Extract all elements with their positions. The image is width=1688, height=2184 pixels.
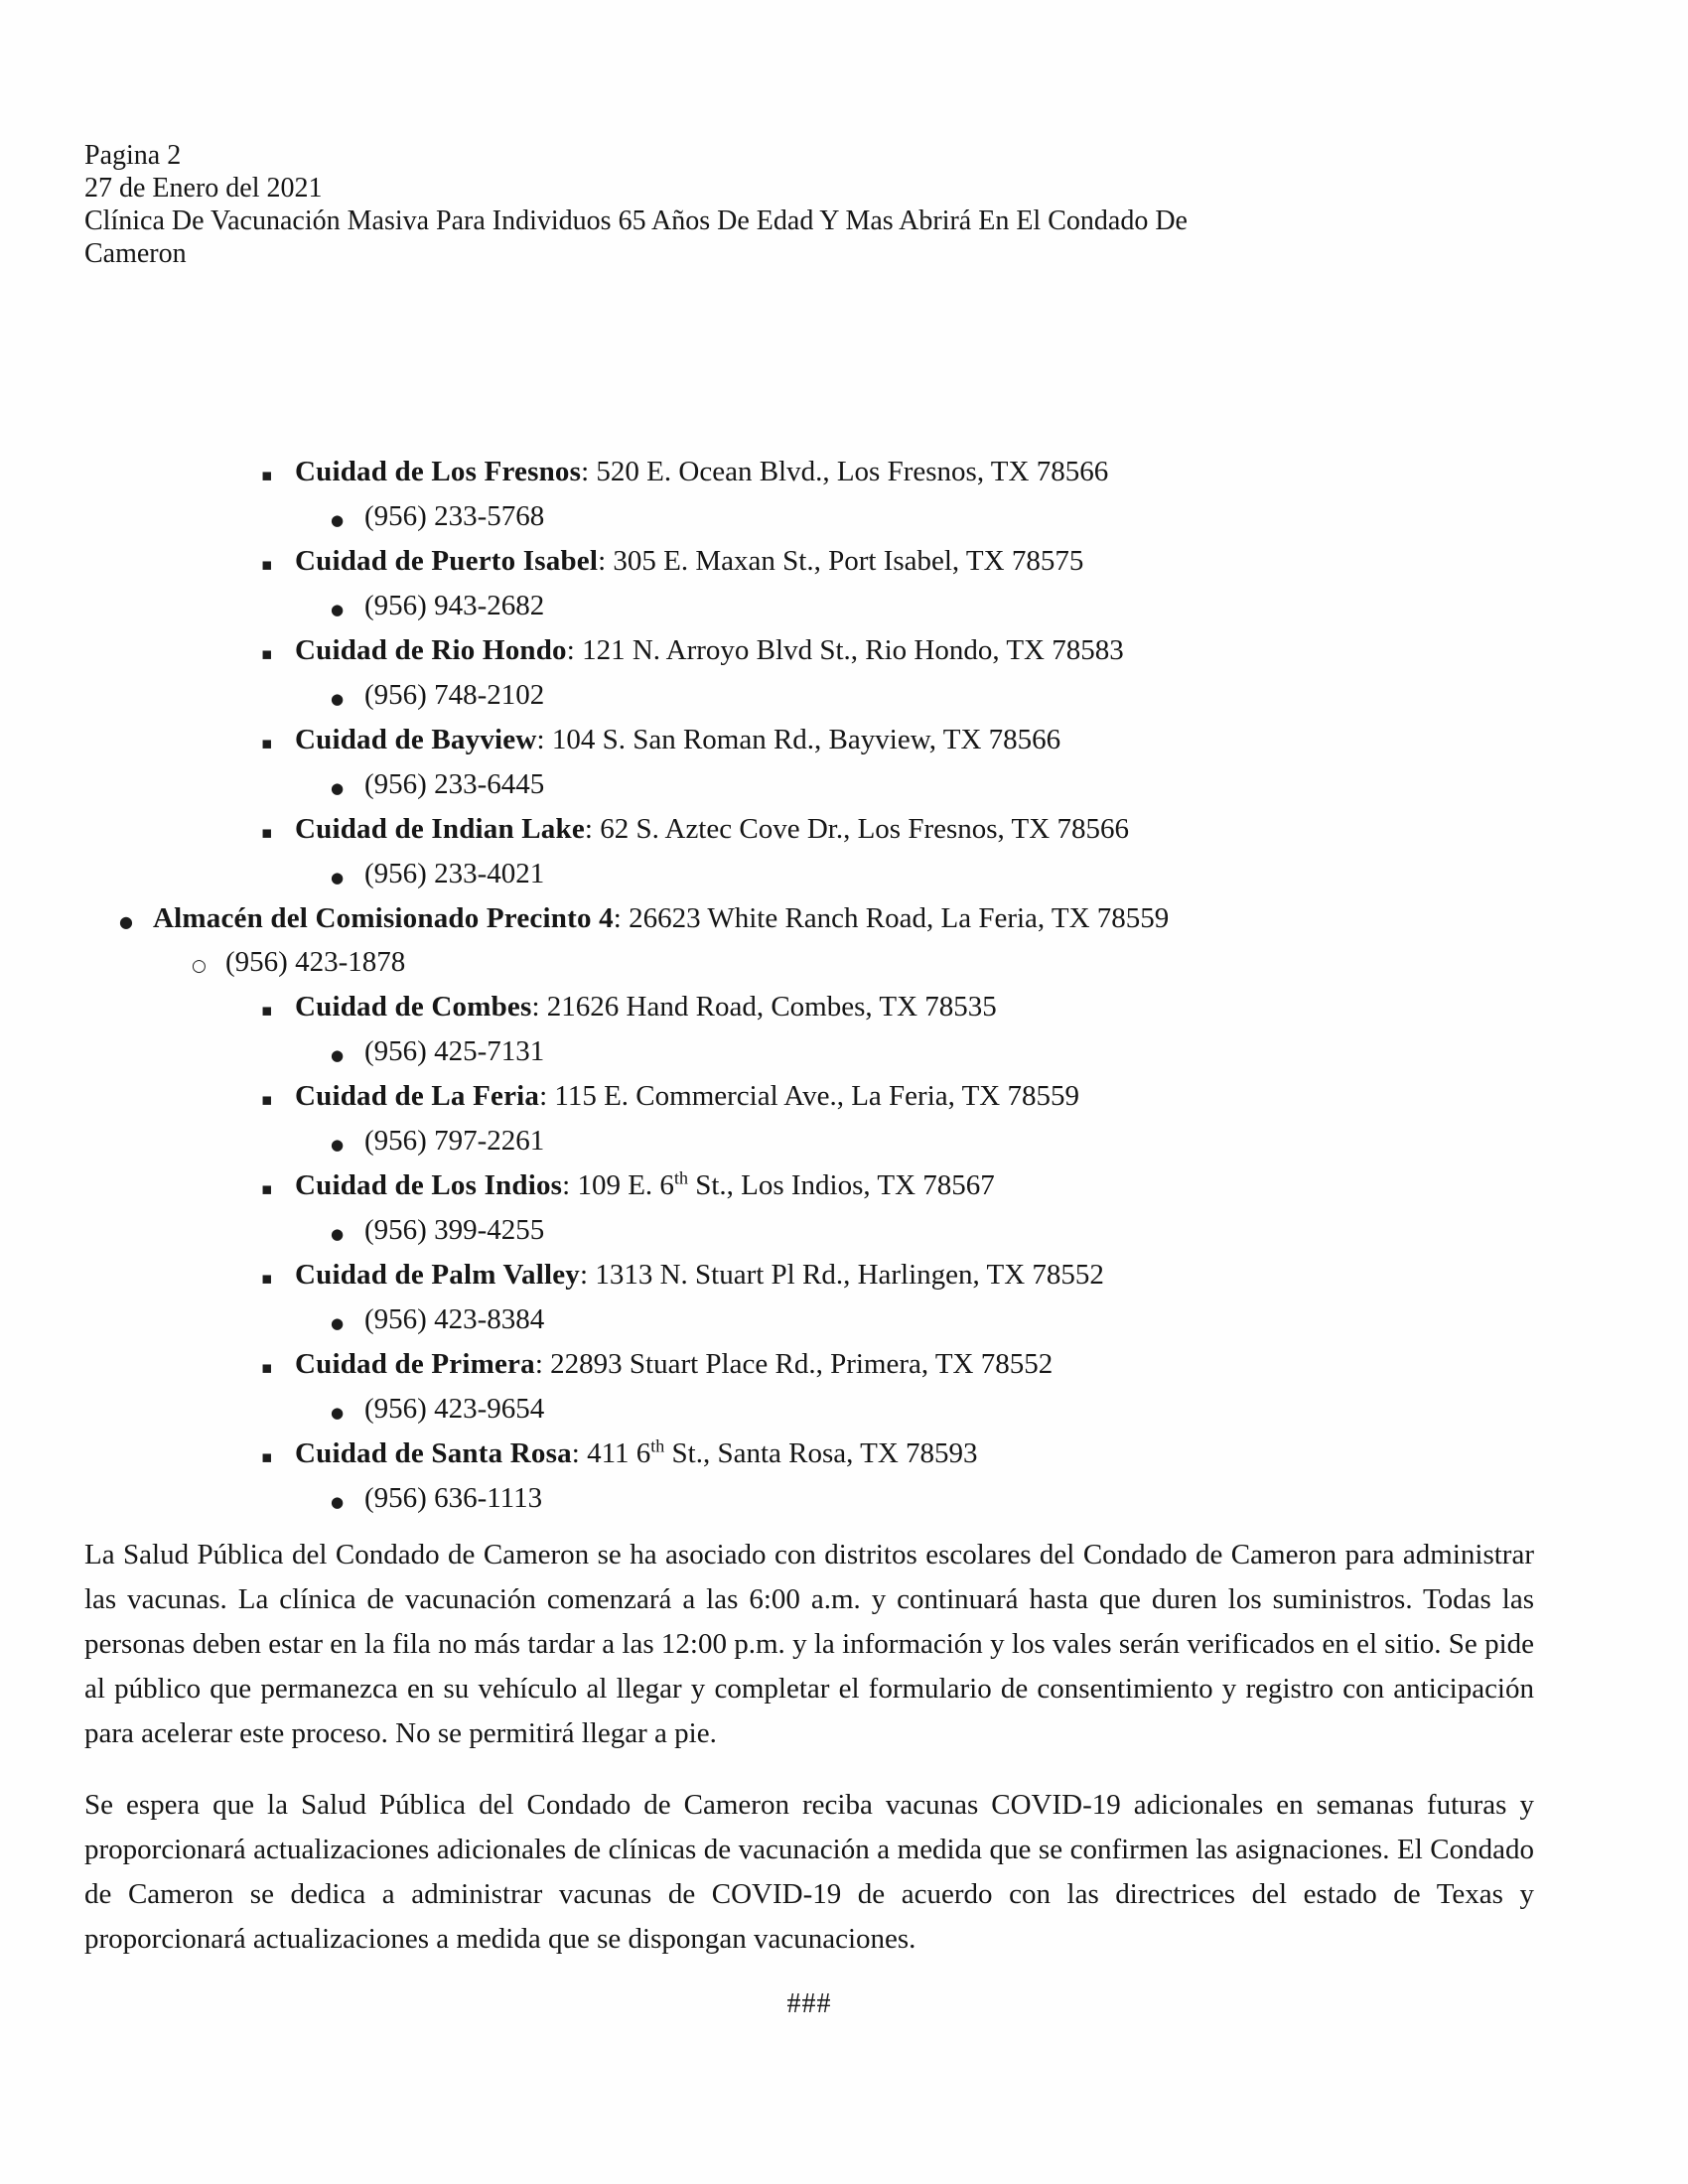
ordinal-suffix: th [650, 1435, 665, 1456]
square-bullet-icon: ▪ [261, 1001, 273, 1021]
phone-entry [84, 586, 1534, 630]
location-entry [84, 898, 1534, 942]
location-text: Cuidad de Santa Rosa: 411 6th St., Santa Rosa, TX 78593 [295, 1435, 978, 1469]
location-text: Cuidad de Puerto Isabel: 305 E. Maxan St., Port Isabel, TX 78575 [295, 545, 1084, 577]
square-bullet-icon: ▪ [261, 1358, 273, 1378]
phone-number: (956) 748-2102 [364, 679, 545, 711]
location-name: Cuidad de Combes [295, 991, 532, 1023]
square-bullet-icon: ▪ [261, 644, 273, 664]
location-text: Cuidad de Indian Lake: 62 S. Aztec Cove Dr., Los Fresnos, TX 78566 [295, 813, 1129, 845]
location-name: Cuidad de Palm Valley [295, 1259, 581, 1291]
location-text: Cuidad de Combes: 21626 Hand Road, Combes, TX 78535 [295, 991, 997, 1023]
phone-number: (956) 943-2682 [364, 590, 545, 621]
square-bullet-icon: ▪ [261, 1090, 273, 1110]
disc-bullet-icon: ● [331, 1314, 345, 1332]
location-text: Cuidad de Palm Valley: 1313 N. Stuart Pl Rd., Harlingen, TX 78552 [295, 1259, 1104, 1291]
disc-bullet-icon: ● [119, 912, 133, 931]
end-of-release-mark: ### [786, 1988, 832, 2019]
location-name: Cuidad de Santa Rosa [295, 1437, 572, 1469]
disc-bullet-icon: ● [331, 1046, 345, 1064]
phone-entry [84, 496, 1534, 541]
location-entry [84, 987, 1534, 1031]
square-bullet-icon: ▪ [261, 823, 273, 843]
location-entry [84, 1344, 1534, 1389]
document-title-line-1: Clínica De Vacunación Masiva Para Individuos 65 Años De Edad Y Mas Abrirá En El Condado De [84, 205, 1188, 236]
disc-bullet-icon: ● [331, 869, 345, 887]
phone-number: (956) 423-8384 [364, 1303, 545, 1335]
phone-number: (956) 423-9654 [364, 1393, 545, 1425]
body-paragraphs [84, 1533, 1534, 1962]
location-text: Cuidad de Los Fresnos: 520 E. Ocean Blvd., Los Fresnos, TX 78566 [295, 456, 1109, 487]
disc-bullet-icon: ● [331, 601, 345, 618]
location-name: Cuidad de La Feria [295, 1080, 540, 1112]
location-entry [84, 541, 1534, 586]
location-entry [84, 809, 1534, 854]
document-title-line-2: Cameron [84, 238, 187, 269]
phone-entry [84, 1031, 1534, 1076]
location-entry [84, 630, 1534, 675]
location-name: Cuidad de Los Fresnos [295, 456, 582, 487]
phone-entry [84, 1121, 1534, 1165]
square-bullet-icon: ▪ [261, 1447, 273, 1467]
square-bullet-icon: ▪ [261, 1269, 273, 1289]
location-text: Almacén del Comisionado Precinto 4: 26623 White Ranch Road, La Feria, TX 78559 [153, 902, 1170, 934]
location-entry [84, 1165, 1534, 1210]
disc-bullet-icon: ● [331, 1225, 345, 1243]
location-text: Cuidad de Primera: 22893 Stuart Place Rd., Primera, TX 78552 [295, 1348, 1054, 1380]
location-name: Cuidad de Bayview [295, 724, 537, 755]
document-header [84, 139, 1534, 270]
ordinal-suffix: th [673, 1167, 688, 1188]
location-text: Cuidad de Los Indios: 109 E. 6th St., Los Indios, TX 78567 [295, 1167, 995, 1201]
phone-number: (956) 423-1878 [225, 946, 406, 978]
location-text: Cuidad de Rio Hondo: 121 N. Arroyo Blvd St., Rio Hondo, TX 78583 [295, 634, 1124, 666]
location-text: Cuidad de La Feria: 115 E. Commercial Ave., La Feria, TX 78559 [295, 1080, 1080, 1112]
body-paragraph: Se espera que la Salud Pública del Condado de Cameron reciba vacunas COVID-19 adicionales en semanas futuras y proporcionará actualizaciones adicionales de clínicas de vacunación a medida que se confirmen las asignaciones. El Condado de Cameron se dedica a administrar vacunas de COVID-19 de acuerdo con las directrices del estado de Texas y proporcionará actualizaciones a medida que se dispongan vacunaciones. [84, 1789, 1534, 1955]
phone-number: (956) 233-4021 [364, 858, 545, 889]
date-line: 27 de Enero del 2021 [84, 173, 323, 204]
circle-bullet-icon: ○ [192, 956, 207, 976]
location-entry [84, 720, 1534, 764]
square-bullet-icon: ▪ [261, 734, 273, 753]
location-name: Cuidad de Indian Lake [295, 813, 585, 845]
phone-number: (956) 233-6445 [364, 768, 545, 800]
square-bullet-icon: ▪ [261, 555, 273, 575]
location-name: Cuidad de Rio Hondo [295, 634, 567, 666]
location-entry [84, 452, 1534, 496]
phone-entry [84, 854, 1534, 898]
phone-number: (956) 636-1113 [364, 1482, 543, 1514]
square-bullet-icon: ▪ [261, 466, 273, 485]
disc-bullet-icon: ● [331, 511, 345, 529]
disc-bullet-icon: ● [331, 690, 345, 708]
phone-entry [84, 764, 1534, 809]
page-number-label: Pagina 2 [84, 140, 182, 171]
disc-bullet-icon: ● [331, 1404, 345, 1422]
phone-entry [84, 1210, 1534, 1255]
locations-list [84, 452, 1534, 1523]
disc-bullet-icon: ● [331, 1493, 345, 1511]
body-paragraph: La Salud Pública del Condado de Cameron se ha asociado con distritos escolares del Condado de Cameron para administrar las vacunas. La clínica de vacunación comenzará a las 6:00 a.m. y continuará hasta que duren los suministros. Todas las personas deben estar en la fila no más tardar a las 12:00 p.m. y la información y los vales serán verificados en el sitio. Se pide al público que permanezca en su vehículo al llegar y completar el formulario de consentimiento y registro con anticipación para acelerar este proceso. No se permitirá llegar a pie. [84, 1539, 1534, 1749]
phone-number: (956) 425-7131 [364, 1035, 545, 1067]
phone-number: (956) 399-4255 [364, 1214, 545, 1246]
location-text: Cuidad de Bayview: 104 S. San Roman Rd., Bayview, TX 78566 [295, 724, 1061, 755]
location-name: Cuidad de Puerto Isabel [295, 545, 599, 577]
location-name: Cuidad de Los Indios [295, 1169, 563, 1201]
square-bullet-icon: ▪ [261, 1179, 273, 1199]
phone-entry [84, 1478, 1534, 1523]
location-name: Almacén del Comisionado Precinto 4 [153, 902, 614, 934]
phone-entry [84, 1389, 1534, 1433]
phone-entry [84, 1299, 1534, 1344]
disc-bullet-icon: ● [331, 779, 345, 797]
location-entry [84, 1255, 1534, 1299]
phone-number: (956) 797-2261 [364, 1125, 545, 1157]
location-name: Cuidad de Primera [295, 1348, 535, 1380]
phone-number: (956) 233-5768 [364, 500, 545, 532]
phone-entry [84, 942, 1534, 987]
disc-bullet-icon: ● [331, 1136, 345, 1154]
location-entry [84, 1076, 1534, 1121]
phone-entry [84, 675, 1534, 720]
location-entry [84, 1433, 1534, 1478]
